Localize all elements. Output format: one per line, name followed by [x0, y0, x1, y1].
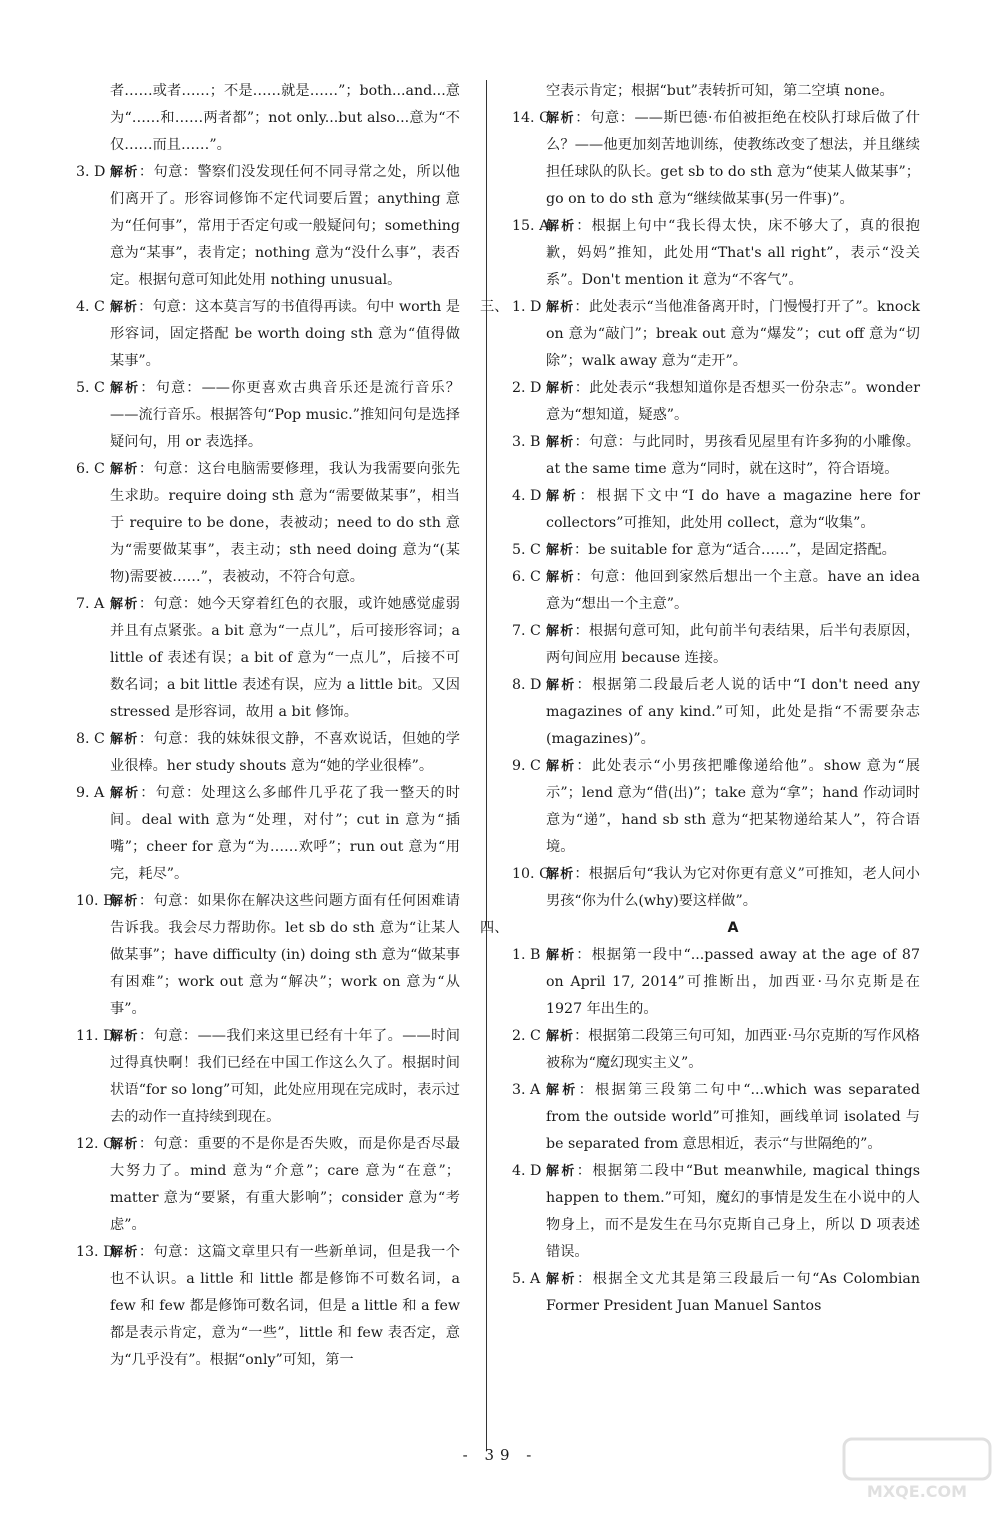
answer-text — [110, 1028, 460, 1125]
answer-item — [512, 78, 920, 105]
answer-text — [546, 1271, 920, 1314]
analysis-label: 解析 — [546, 381, 575, 396]
explanation-text: ：根据第二段最后老人说的话中“I don't need any magazines of any kind.”可知，此处是指“不需要杂志(magazines)”。 — [546, 677, 920, 747]
explanation-text: ：根据第二段第三句可知，加西亚·马尔克斯的写作风格被称为“魔幻现实主义”。 — [546, 1028, 920, 1071]
answer-text — [110, 596, 460, 720]
answer-text — [110, 380, 460, 450]
section-marker: 三、 — [480, 299, 509, 315]
answer-text — [546, 488, 920, 531]
answer-item — [512, 564, 920, 618]
explanation-text: ：句意：重要的不是你是否失败，而是你是否尽最大努力了。mind 意为“介意”；care 意为“在意”；matter 意为“要紧，有重大影响”；consider 意为“考虑”。 — [110, 1136, 460, 1233]
answer-item — [76, 159, 460, 294]
answer-number: 15. A — [512, 218, 550, 234]
explanation-text: ：句意：这本莫言写的书值得再读。句中 worth 是形容词，固定搭配 be worth doing sth 意为“值得做某事”。 — [110, 299, 460, 369]
analysis-label: 解析 — [546, 1272, 577, 1287]
explanation-text: ：句意：处理这么多邮件几乎花了我一整天的时间。deal with 意为“处理，对付”；cut in 意为“插嘴”；cheer for 意为“为……欢呼”；run out 意为“用完，耗尽”。 — [110, 785, 460, 882]
analysis-label: 解析 — [110, 597, 139, 612]
answer-item — [76, 1023, 460, 1131]
answer-number: 1. D — [512, 299, 542, 315]
answer-item — [512, 1266, 920, 1320]
answer-number: 9. A — [76, 785, 105, 801]
answer-number: 4. C — [76, 299, 105, 315]
answer-number: 7. C — [512, 623, 541, 639]
explanation-text: ：此处表示“小男孩把雕像递给他”。show 意为“展示”；lend 意为“借(出)”；take 意为“拿”；hand 作动词时意为“递”，hand sb sth 意为“把某物递给某人”，符合语境。 — [546, 758, 920, 855]
explanation-text: ：句意：他回到家然后想出一个主意。have an idea 意为“想出一个主意”。 — [546, 569, 920, 612]
analysis-label: 解析 — [546, 1029, 575, 1044]
analysis-label: 解析 — [546, 543, 575, 558]
analysis-label: 解析 — [546, 1083, 579, 1098]
analysis-label: 解析 — [546, 624, 575, 639]
analysis-label: 解析 — [546, 435, 575, 450]
answer-item — [512, 672, 920, 753]
explanation-text: ：根据上句中“我长得太快，床不够大了，真的很抱歉，妈妈”推知，此处用“That's all right”，表示“没关系”。Don't mention it 意为“不客气”。 — [546, 218, 920, 288]
explanation-text: ：句意：——斯巴德·布伯被拒绝在校队打球后做了什么？——他更加刻苦地训练，使教练改变了想法，并且继续担任球队的队长。get sb to do sth 意为“使某人做某事”；go on to do sth 意为“继续做某事(另一件事)”。 — [546, 110, 920, 207]
analysis-label: 解析 — [110, 894, 139, 909]
answer-item — [512, 618, 920, 672]
answer-number: 4. D — [512, 1163, 542, 1179]
answer-text — [110, 1244, 460, 1368]
answer-number: 14. C — [512, 110, 550, 126]
column-divider — [486, 80, 487, 1450]
analysis-label: 解析 — [110, 1245, 139, 1260]
answer-text — [546, 1082, 920, 1152]
section-marker: 四、 — [480, 920, 509, 936]
answer-item — [512, 1158, 920, 1266]
answer-text — [546, 947, 920, 1017]
answer-number: 6. C — [512, 569, 541, 585]
answer-item — [512, 1077, 920, 1158]
answer-text — [110, 731, 460, 774]
answer-item — [76, 780, 460, 888]
analysis-label: 解析 — [110, 381, 141, 396]
explanation-text: 者……或者……；不是……就是……”；both...and...意为“……和……两者都”；not only...but also...意为“不仅……而且……”。 — [110, 83, 460, 153]
answer-item — [76, 375, 460, 456]
answer-number: 7. A — [76, 596, 105, 612]
explanation-text: ：句意：我的妹妹很文静，不喜欢说话，但她的学业很棒。her study shouts 意为“她的学业很棒”。 — [110, 731, 460, 774]
watermark-logo — [842, 1435, 992, 1505]
explanation-text: ：根据第一段中“...passed away at the age of 87 on April 17, 2014”可推断出，加西亚·马尔克斯是在 1927 年出生的。 — [546, 947, 920, 1017]
answer-number: 3. A — [512, 1082, 541, 1098]
answer-text — [110, 1136, 460, 1233]
answer-number: 13. D — [76, 1244, 115, 1260]
analysis-label: 解析 — [546, 219, 577, 234]
answer-item — [480, 915, 920, 942]
explanation-text: ：根据后句“我认为它对你更有意义”可推知，老人问小男孩“你为什么(why)要这样做”。 — [546, 866, 920, 909]
answer-number: 3. D — [76, 164, 106, 180]
answer-item — [512, 483, 920, 537]
explanation-text: ：此处表示“当他准备离开时，门慢慢打开了”。knock on 意为“敲门”；break out 意为“爆发”；cut off 意为“切除”；walk away 意为“走开”。 — [546, 299, 920, 369]
answer-item — [76, 888, 460, 1023]
analysis-label: 解析 — [546, 111, 576, 126]
answer-text — [546, 110, 920, 207]
answer-text — [546, 299, 920, 369]
answer-item — [512, 105, 920, 213]
answer-text — [546, 1163, 920, 1260]
explanation-text: ：根据全文尤其是第三段最后一句“As Colombian Former President Juan Manuel Santos — [546, 1271, 920, 1314]
section-heading: A — [727, 920, 739, 936]
explanation-text: ：句意：——你更喜欢古典音乐还是流行音乐？——流行音乐。根据答句“Pop music.”推知问句是选择疑问句，用 or 表选择。 — [110, 380, 460, 450]
page-number: - 39 - — [462, 1446, 538, 1464]
answer-item — [76, 78, 460, 159]
answer-text — [546, 677, 920, 747]
answer-item — [512, 753, 920, 861]
answer-text — [546, 434, 920, 477]
explanation-text: ：be suitable for 意为“适合……”，是固定搭配。 — [574, 542, 896, 558]
answer-item — [76, 456, 460, 591]
answer-number: 5. C — [512, 542, 541, 558]
analysis-label: 解析 — [546, 570, 576, 585]
answer-number: 2. C — [512, 1028, 541, 1044]
explanation-text: ：句意：如果你在解决这些问题方面有任何困难请告诉我。我会尽力帮助你。let sb do sth 意为“让某人做某事”；have difficulty (in) doing sth 意为“做某事有困难”；work out 意为“解决”；work on 意为“从事”。 — [110, 893, 460, 1017]
analysis-label: 解析 — [110, 1137, 139, 1152]
answer-text — [546, 218, 920, 288]
answer-number: 2. D — [512, 380, 542, 396]
answer-text — [546, 569, 920, 612]
explanation-text: ：此处表示“我想知道你是否想买一份杂志”。wonder 意为“想知道，疑惑”。 — [546, 380, 920, 423]
explanation-text: 空表示肯定；根据“but”表转折可知，第二空填 none。 — [546, 83, 894, 99]
analysis-label: 解析 — [110, 786, 141, 801]
analysis-label: 解析 — [110, 1029, 139, 1044]
explanation-text: ：根据第三段第二句中“...which was separated from the outside world”可推知，画线单词 isolated 与 be separated from 意思相近，表示“与世隔绝的”。 — [546, 1082, 920, 1152]
answer-item — [76, 294, 460, 375]
answer-number: 12. C — [76, 1136, 114, 1152]
explanation-text: ：根据第二段中“But meanwhile, magical things happen to them.”可知，魔幻的事情是发生在小说中的人物身上，而不是发生在马尔克斯自己身上，所以 D 项表述错误。 — [546, 1163, 920, 1260]
answer-number: 5. A — [512, 1271, 541, 1287]
analysis-label: 解析 — [110, 732, 139, 747]
answer-item — [76, 1239, 460, 1374]
answer-item — [512, 375, 920, 429]
answer-text — [546, 758, 920, 855]
analysis-label: 解析 — [546, 948, 577, 963]
analysis-label: 解析 — [546, 759, 577, 774]
answer-item — [512, 429, 920, 483]
answer-number: 5. C — [76, 380, 105, 396]
explanation-text: ：句意：这台电脑需要修理，我认为我需要向张先生求助。require doing sth 意为“需要做某事”，相当于 require to be done，表被动；need to do sth 意为“需要做某事”，表主动；sth need doing 意为“(某物)需要被……”，表被动，不符合句意。 — [110, 461, 460, 585]
answer-item — [76, 1131, 460, 1239]
analysis-label: 解析 — [110, 462, 139, 477]
answer-text — [546, 623, 920, 666]
left-column — [76, 78, 460, 1374]
analysis-label: 解析 — [546, 489, 580, 504]
answer-text — [110, 83, 460, 153]
answer-item — [480, 294, 920, 375]
answer-text — [546, 1028, 920, 1071]
explanation-text: ：根据下文中“I do have a magazine here for collectors”可推知，此处用 collect，意为“收集”。 — [546, 488, 920, 531]
answer-item — [512, 942, 920, 1023]
explanation-text: ：句意：她今天穿着红色的衣服，或许她感觉虚弱并且有点紧张。a bit 意为“一点儿”，后可接形容词；a little of 表述有误；a bit of 意为“一点儿”，后接不可数名词；a bit little 表述有误，应为 a little bit。又因 stressed 是形容词，故用 a bit 修饰。 — [110, 596, 460, 720]
answer-number: 1. B — [512, 947, 541, 963]
answer-text — [110, 893, 460, 1017]
answer-item — [512, 1023, 920, 1077]
answer-item — [76, 591, 460, 726]
analysis-label: 解析 — [546, 678, 577, 693]
answer-number: 10. B — [76, 893, 114, 909]
svg-text:MXQE.COM: MXQE.COM — [866, 1482, 968, 1501]
analysis-label: 解析 — [110, 165, 139, 180]
answer-text — [546, 83, 894, 99]
answer-number: 4. D — [512, 488, 542, 504]
analysis-label: 解析 — [546, 867, 575, 882]
answer-item — [512, 537, 920, 564]
answer-number: 10. C — [512, 866, 550, 882]
analysis-label: 解析 — [546, 1164, 577, 1179]
explanation-text: ：句意：警察们没发现任何不同寻常之处，所以他们离开了。形容词修饰不定代词要后置；anything 意为“任何事”，常用于否定句或一般疑问句；something 意为“某事”，表肯定；nothing 意为“没什么事”，表否定。根据句意可知此处用 nothing unusual。 — [110, 164, 460, 288]
answer-number: 6. C — [76, 461, 105, 477]
answer-text — [110, 785, 460, 882]
answer-number: 11. D — [76, 1028, 115, 1044]
answer-number: 9. C — [512, 758, 541, 774]
answer-number: 3. B — [512, 434, 541, 450]
answer-text — [110, 299, 460, 369]
answer-number: 8. D — [512, 677, 542, 693]
answer-number: 8. C — [76, 731, 105, 747]
analysis-label: 解析 — [110, 300, 139, 315]
answer-text — [546, 380, 920, 423]
explanation-text: ：根据句意可知，此句前半句表结果，后半句表原因，两句间应用 because 连接。 — [546, 623, 920, 666]
answer-text — [546, 866, 920, 909]
answer-item — [76, 726, 460, 780]
right-column — [480, 78, 920, 1320]
explanation-text: ：句意：——我们来这里已经有十年了。——时间过得真快啊！我们已经在中国工作这么久了。根据时间状语“for so long”可知，此处应用现在完成时，表示过去的动作一直持续到现在。 — [110, 1028, 460, 1125]
answer-item — [512, 213, 920, 294]
answer-text — [110, 461, 460, 585]
explanation-text: ：句意：这篇文章里只有一些新单词，但是我一个也不认识。a little 和 little 都是修饰不可数名词，a few 和 few 都是修饰可数名词，但是 a little 和 a few 都是表示肯定，意为“一些”，little 和 few 表否定，意为“几乎没有”。根据“only”可知，第一 — [110, 1244, 460, 1368]
analysis-label: 解析 — [546, 300, 575, 315]
answer-text — [110, 164, 460, 288]
answer-text — [546, 542, 896, 558]
explanation-text: ：句意：与此同时，男孩看见屋里有许多狗的小雕像。at the same time 意为“同时，就在这时”，符合语境。 — [546, 434, 920, 477]
answer-item — [512, 861, 920, 915]
